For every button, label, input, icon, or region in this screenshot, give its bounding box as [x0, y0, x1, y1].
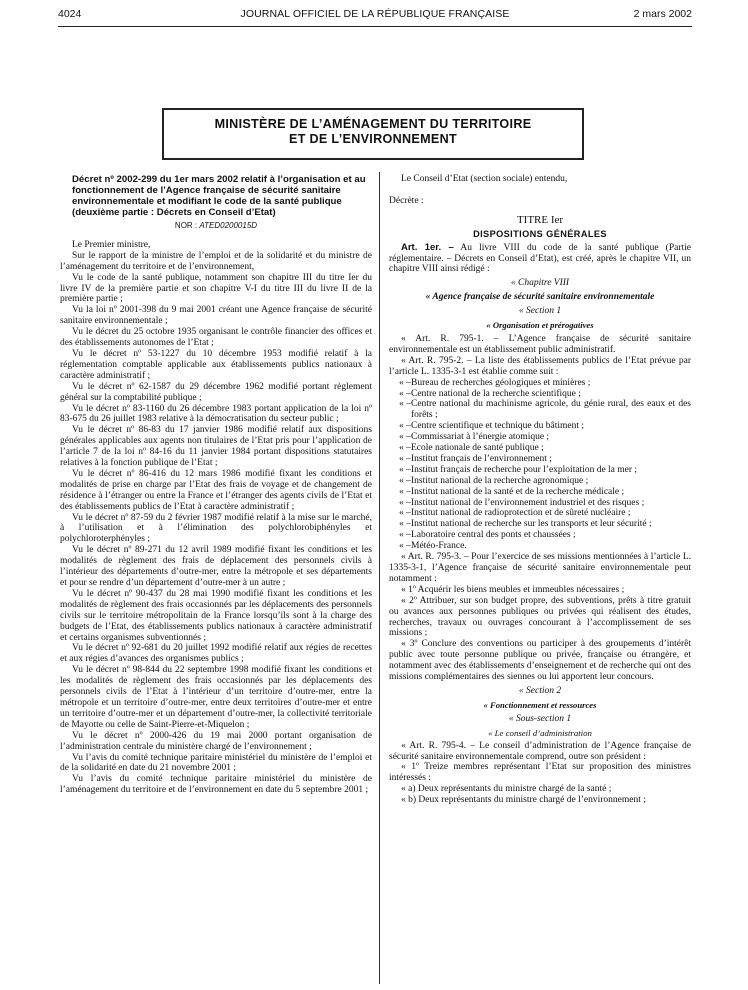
paragraph: Vu la loi nº 2001-398 du 9 mai 2001 créant une Agence française de sécurité sanitaire environnementale ; [60, 305, 372, 327]
column-divider [379, 172, 380, 984]
decrete-line: Décrète : [389, 195, 424, 206]
paragraph: Vu l’avis du comité technique paritaire ministériel du ministère de l’aménagement du territoire et de l’environnement en date du 5 septembre 2001 ; [60, 774, 372, 796]
paragraph: Vu le code de la santé publique, notamment son chapitre III du titre Ier du livre IV de la première partie et son chapitre V-I du titre III du livre II de la première partie ; [60, 272, 372, 305]
mission-item-3: « 3º Conclure des conventions ou participer à des groupements d’intérêt public avec toute personne publique ou privée, française ou étrangère, et notamment avec des établissements d’enseignement et de recherche qui ont des missions complémentaires des siennes ou lui apportent leur concours. [389, 639, 691, 683]
page-header [58, 8, 692, 22]
page-number: 4024 [58, 8, 82, 20]
nor-value: ATED0200015D [199, 221, 258, 230]
list-item: « – Institut national de recherche sur les transports et leur sécurité ; [399, 519, 652, 530]
section-1-heading: « Section 1 [518, 306, 562, 317]
left-column [60, 174, 372, 796]
dispositions-heading: DISPOSITIONS GÉNÉRALES [473, 228, 607, 239]
article-r-795-4: « Art. R. 795-4. – Le conseil d’administration de l’Agence française de sécurité sanitaire environnementale comprend, outre son président : [389, 740, 691, 762]
ministry-line-1: MINISTÈRE DE L’AMÉNAGEMENT DU TERRITOIRE [214, 117, 532, 131]
paragraph: Vu le décret nº 98-844 du 22 septembre 1998 modifié fixant les conditions et les modalités de règlement des frais occasionnés par les déplacements des personnels civils de l’Etat à l’intérieur d’un territoire d’outre-mer, entre la métropole et un territoire d’outre-mer, entre deux territoires d’outre-mer et entre un territoire d’outre-mer et un département d’outre-mer, la collectivité territoriale de Mayotte ou celle de Saint-Pierre-et-Miquelon ; [60, 665, 372, 730]
list-item: « – Institut national de l’environnement industriel et des risques ; [399, 497, 645, 508]
fonctionnement-heading: « Fonctionnement et ressources [483, 699, 597, 710]
article-r-795-1: « Art. R. 795-1. – L’Agence française de sécurité sanitaire environnementale est un établissement public administratif. [389, 333, 691, 355]
paragraph: Vu le décret nº 2000-426 du 19 mai 2000 portant organisation de l’administration centrale du ministère chargé de l’environnement ; [60, 730, 372, 752]
list-item: « – Institut national de la recherche agronomique ; [399, 475, 589, 486]
section-2-heading: « Section 2 [518, 685, 562, 696]
mission-item-1: « 1º Acquérir les biens meubles et immeubles nécessaires ; [401, 584, 625, 595]
paragraph: Vu le décret nº 87-59 du 2 février 1987 modifié relatif à la mise sur le marché, à l’utilisation et à l’élimination des polychlorobiphényles et polychloroterphényles ; [60, 512, 372, 545]
paragraph: Vu le décret nº 90-437 du 28 mai 1990 modifié fixant les conditions et les modalités de règlement des frais occasionnés par les déplacements des personnels civils sur le territoire métropolitain de la France lorsqu’ils sont à la charge des budgets de l’Etat, des établissements publics nationaux à caractère administratif et certains organismes subventionnés ; [60, 588, 372, 643]
list-item: « – Institut français de l’environnement ; [399, 453, 552, 464]
article-1-text: Au livre VIII du code de la santé publique (Partie réglementaire. – Décrets en Conseil d’Etat), est créé, après le chapitre VII, un chapitre VIII ainsi rédigé : [389, 242, 691, 275]
paragraph: Vu le décret nº 86-416 du 12 mars 1986 modifié fixant les conditions et modalités de prise en charge par l’Etat des frais de voyage et de changement de résidence à l’étranger ou entre la France et l’étranger des agents civils de l’Etat et des établissements publics de l’Etat à caractère administratif ; [60, 468, 372, 512]
ministry-line-2: ET DE L’ENVIRONNEMENT [289, 132, 457, 146]
establishment-list [389, 378, 691, 553]
item-a: « a) Deux représentants du ministre chargé de la santé ; [401, 784, 612, 795]
paragraph: Sur le rapport de la ministre de l’emploi et de la solidarité et du ministre de l’aménagement du territoire et de l’environnement, [60, 250, 372, 272]
list-item: « – Institut national de radioprotection et de sûreté nucléaire ; [399, 508, 631, 519]
mission-item-2: « 2º Attribuer, sur son budget propre, des subventions, prêts à titre gratuit ou avances aux personnes publiques ou privées qui réalisent des études, recherches, travaux ou ouvrages concourant à l’accomplissement de ses missions ; [389, 595, 691, 639]
issue-date: 2 mars 2002 [633, 8, 692, 20]
paragraph: Vu le décret nº 89-271 du 12 avril 1989 modifié fixant les conditions et les modalités de règlement des frais de déplacement des personnels civils à l’intérieur des départements d’outre-mer, entre la métropole et ses départements et pour se rendre d’un département d’outre-mer à un autre ; [60, 545, 372, 588]
organisation-heading: « Organisation et prérogatives [486, 320, 594, 331]
list-item: « – Institut français de recherche pour l’exploitation de la mer ; [399, 464, 638, 475]
list-item: « – Centre scientifique et technique du bâtiment ; [399, 421, 585, 432]
conseil-admin-heading: « Le conseil d’administration [488, 727, 592, 738]
paragraph: Vu le décret du 25 octobre 1935 organisant le contrôle financier des offices et des établissements autonomes de l’Etat ; [60, 327, 372, 349]
paragraph: Le Premier ministre, [72, 239, 151, 250]
paragraph: Vu le décret nº 83-1160 du 26 décembre 1983 portant application de la loi nº 83-675 du 26 juillet 1983 relative à la démocratisation du secteur public ; [60, 403, 372, 425]
article-r-795-2: « Art. R. 795-2. – La liste des établissements publics de l’Etat prévue par l’article L. 1335-3-1 est établie comme suit : [389, 355, 691, 377]
item-b: « b) Deux représentants du ministre chargé de l’environnement ; [401, 795, 646, 806]
list-item: « – Centre national du machinisme agricole, du génie rural, des eaux et des forêts ; [399, 399, 691, 421]
article-r-795-3: « Art. R. 795-3. – Pour l’exercice de ses missions mentionnées à l’article L. 1335-3-1, l’Agence française de sécurité sanitaire environnementale peut notamment : [389, 552, 691, 584]
nor-reference [60, 221, 372, 232]
nor-label: NOR : [174, 221, 198, 230]
list-item: « – Institut national de la santé et de la recherche médicale ; [399, 486, 625, 497]
article-1 [389, 243, 691, 276]
ministry-box [162, 108, 584, 160]
list-item: « – Météo-France. [399, 541, 467, 552]
conseil-line: Le Conseil d’Etat (section sociale) entendu, [401, 174, 568, 184]
paragraph: Vu le décret nº 62-1587 du 29 décembre 1962 modifié portant règlement général sur la comptabilité publique ; [60, 381, 372, 403]
paragraph: Vu le décret nº 92-681 du 20 juillet 1992 modifié relatif aux régies de recettes et aux régies d’avances des organismes publics ; [60, 643, 372, 665]
sous-section-1-heading: « Sous-section 1 [508, 713, 572, 724]
list-item: « – Bureau de recherches géologiques et minières ; [399, 377, 591, 388]
treize-membres: « 1º Treize membres représentant l’Etat sur proposition des ministres intéressés : [389, 762, 691, 784]
list-item: « – Commissariat à l’énergie atomique ; [399, 432, 550, 443]
list-item: « – Laboratoire central des ponts et chaussées ; [399, 530, 576, 541]
paragraph: Vu le décret nº 53-1227 du 10 décembre 1953 modifié relatif à la réglementation comptable applicable aux établissements publics nationaux à caractère administratif ; [60, 348, 372, 381]
list-item: « – Centre national de la recherche scientifique ; [399, 388, 581, 399]
header-rule [58, 26, 692, 27]
agence-heading: « Agence française de sécurité sanitaire environnementale [425, 292, 655, 303]
list-item: « – Ecole nationale de santé publique ; [399, 443, 544, 454]
chapitre-heading: « Chapitre VIII [510, 278, 570, 289]
decree-title: Décret nº 2002-299 du 1er mars 2002 relatif à l’organisation et au fonctionnement de l’Agence française de sécurité sanitaire environnementale et modifiant le code de la santé publique (deuxième partie : Décrets en Conseil d’Etat) [72, 174, 366, 218]
paragraph: Vu le décret nº 86-83 du 17 janvier 1986 modifié relatif aux dispositions générales applicables aux agents non titulaires de l’Etat pris pour l’application de l’article 7 de la loi nº 84-16 du 11 janvier 1984 portant dispositions statutaires relatives à la fonction publique de l’Etat ; [60, 425, 372, 469]
journal-title: JOURNAL OFFICIEL DE LA RÉPUBLIQUE FRANÇAISE [240, 8, 510, 20]
titre-heading: TITRE Ier [516, 213, 564, 226]
paragraph: Vu l’avis du comité technique paritaire ministériel du ministère de l’emploi et de la solidarité en date du 21 novembre 2001 ; [60, 752, 372, 774]
right-column [389, 174, 691, 806]
article-1-label: Art. 1er. – [401, 241, 454, 253]
